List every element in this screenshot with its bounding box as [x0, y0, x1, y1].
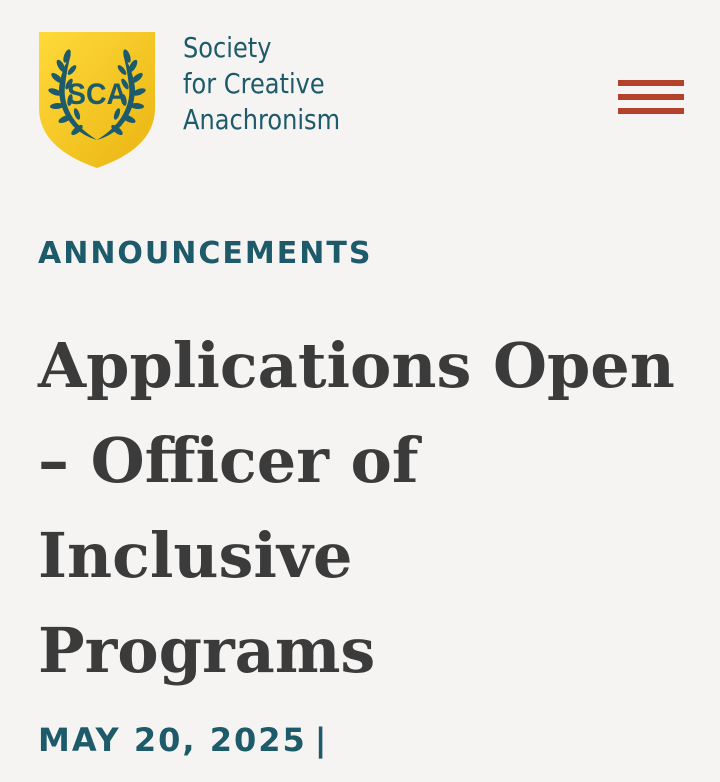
article-title-line: Inclusive — [38, 519, 353, 592]
hamburger-menu-icon-bar — [618, 108, 684, 114]
site-header — [0, 0, 720, 200]
article-author-cutoff — [38, 774, 468, 782]
site-name-line-3: Anachronism — [183, 103, 341, 136]
article-title-line: Programs — [38, 614, 376, 687]
article-title — [38, 318, 698, 698]
site-name-line-1: Society — [183, 31, 272, 64]
hamburger-menu-icon — [618, 80, 684, 86]
article-date: MAY 20, 2025 — [38, 721, 307, 759]
sca-shield-logo — [37, 30, 157, 170]
meta-separator: | — [314, 721, 329, 759]
article-meta — [38, 721, 328, 759]
site-name[interactable] — [183, 30, 340, 138]
hamburger-menu-icon-bar — [618, 94, 684, 100]
site-name-line-2: for Creative — [183, 67, 325, 100]
article-category-link[interactable]: ANNOUNCEMENTS — [38, 236, 373, 271]
article-title-line: – Officer of — [38, 424, 419, 497]
article-title-line: Applications Open — [38, 329, 675, 402]
hamburger-menu-button[interactable] — [618, 80, 684, 118]
logo-emblem-text: SCA — [67, 78, 127, 111]
